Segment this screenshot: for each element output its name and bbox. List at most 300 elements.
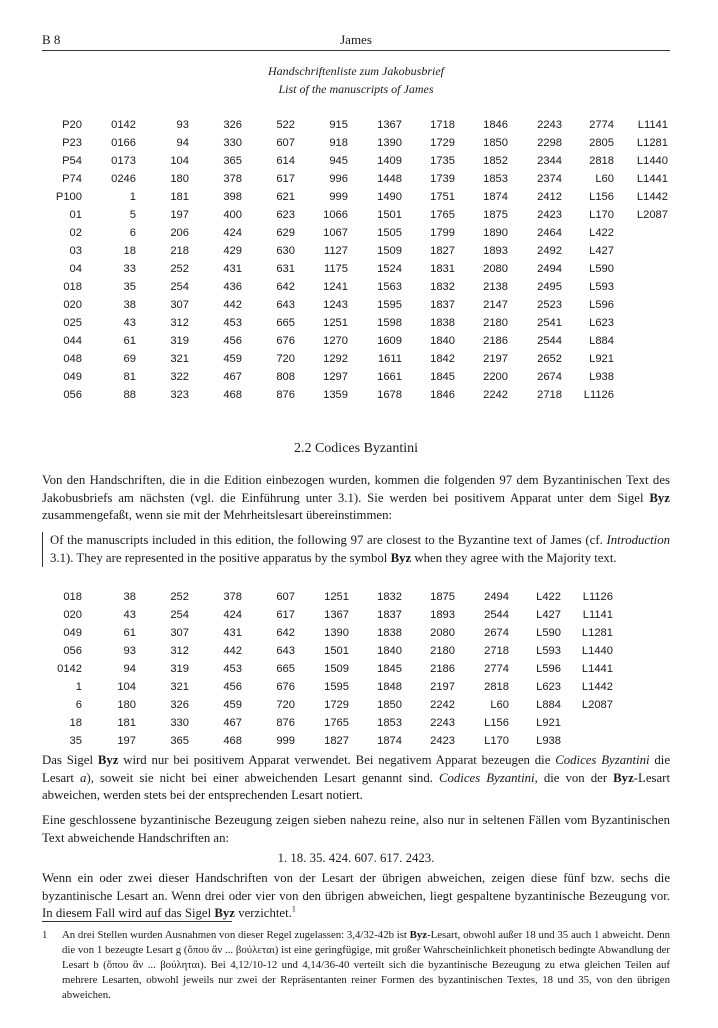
table-cell: 322 [170, 371, 189, 383]
table-row [48, 642, 613, 660]
table-cell [614, 314, 668, 332]
table-cell: 056 [63, 389, 82, 401]
table-cell: 1837 [430, 299, 455, 311]
intro-paragraph-en: Of the manuscripts included in this edition, the following 97 are closest to the Byzantine text of James (cf. Introduction 3.1). They are represented in the positive apparatus by the symbol Byz when they agree with the Majority text. [42, 532, 670, 567]
table-cell: 720 [276, 699, 295, 711]
table-cell: 2494 [537, 263, 562, 275]
table-cell: 1067 [323, 227, 348, 239]
table-cell [614, 242, 668, 260]
table-cell: 18 [123, 245, 136, 257]
table-cell: 1840 [430, 335, 455, 347]
table-cell: 1729 [430, 137, 455, 149]
table-cell: 1598 [377, 317, 402, 329]
table-cell: 522 [276, 119, 295, 131]
table-row [48, 152, 668, 170]
table-cell: 94 [176, 137, 189, 149]
table-cell: 1 [75, 681, 82, 693]
table-cell: 307 [170, 627, 189, 639]
table-cell: 1850 [377, 699, 402, 711]
table-cell: 2718 [484, 645, 509, 657]
table-cell: 1842 [430, 353, 455, 365]
table-cell: 181 [170, 191, 189, 203]
table-cell: 0142 [111, 119, 136, 131]
table-cell: 2718 [537, 389, 562, 401]
table-cell: 1505 [377, 227, 402, 239]
table-row [48, 368, 668, 386]
table-cell: 048 [63, 353, 82, 365]
table-cell: 1837 [377, 609, 402, 621]
table-row [48, 116, 668, 134]
table-cell: 999 [329, 191, 348, 203]
table-cell: 1390 [324, 627, 349, 639]
table-cell: 629 [276, 227, 295, 239]
table-cell: 1832 [430, 281, 455, 293]
table-cell: 88 [123, 389, 136, 401]
table-cell: 459 [223, 353, 242, 365]
table-cell: 1175 [323, 263, 348, 275]
table-cell: 104 [170, 155, 189, 167]
table-cell: 1853 [483, 173, 508, 185]
table-cell: 365 [170, 735, 189, 747]
table-cell: 1595 [377, 299, 402, 311]
table-cell: 020 [63, 609, 82, 621]
table-cell: 018 [63, 591, 82, 603]
table-cell: 2774 [484, 663, 509, 675]
table-cell: 456 [223, 681, 242, 693]
table-cell: 2464 [537, 227, 562, 239]
table-cell [561, 714, 613, 732]
table-cell: 2374 [537, 173, 562, 185]
table-cell: 643 [276, 299, 295, 311]
table-row [48, 714, 613, 732]
table-cell [614, 368, 668, 386]
table-cell: 1251 [324, 591, 349, 603]
table-cell: L590 [589, 263, 614, 275]
table-cell: 2180 [430, 645, 455, 657]
table-cell: 93 [176, 119, 189, 131]
table-cell: L1141 [637, 119, 668, 131]
table-cell [614, 260, 668, 278]
table-cell: 1409 [377, 155, 402, 167]
table-cell: L2087 [581, 699, 613, 711]
table-cell: 0246 [111, 173, 136, 185]
table-cell: L1442 [581, 681, 613, 693]
table-cell [614, 350, 668, 368]
table-cell: 2652 [537, 353, 562, 365]
table-cell: 2674 [537, 371, 562, 383]
table-cell: 607 [276, 591, 295, 603]
table-cell: 326 [170, 699, 189, 711]
table-cell: 2197 [430, 681, 455, 693]
table-cell: 1827 [324, 735, 349, 747]
table-cell: 614 [276, 155, 295, 167]
table-cell: 453 [223, 663, 242, 675]
table-row [48, 314, 668, 332]
table-cell: L1441 [636, 173, 668, 185]
table-row [48, 606, 613, 624]
table-cell [561, 732, 613, 750]
table-cell: L921 [536, 717, 561, 729]
table-row [48, 170, 668, 188]
table-cell: L1441 [581, 663, 613, 675]
table-cell: 2242 [483, 389, 508, 401]
table-cell: 319 [170, 335, 189, 347]
table-cell: L1440 [636, 155, 668, 167]
table-cell: L1440 [581, 645, 613, 657]
table-cell: 467 [223, 371, 242, 383]
table-cell: 1509 [324, 663, 349, 675]
table-cell: 631 [276, 263, 295, 275]
table-cell: 206 [170, 227, 189, 239]
table-cell: 676 [276, 335, 295, 347]
table-cell: 2242 [430, 699, 455, 711]
table-cell: L422 [589, 227, 614, 239]
table-cell: 665 [276, 317, 295, 329]
table-cell: 1850 [483, 137, 508, 149]
table-row [48, 206, 668, 224]
table-cell: 330 [170, 717, 189, 729]
table-cell: 1890 [483, 227, 508, 239]
table-cell: 1595 [324, 681, 349, 693]
table-cell: L623 [536, 681, 561, 693]
table-cell: 915 [329, 119, 348, 131]
table-cell: 2818 [484, 681, 509, 693]
table-cell: L170 [484, 735, 509, 747]
table-cell: L1281 [581, 627, 613, 639]
table-cell: 617 [276, 173, 295, 185]
table-row [48, 242, 668, 260]
table-cell: 1893 [483, 245, 508, 257]
table-row [48, 134, 668, 152]
table-cell: 2197 [483, 353, 508, 365]
table-cell: 1799 [430, 227, 455, 239]
table-cell: 5 [129, 209, 136, 221]
table-row [48, 296, 668, 314]
table-cell: 1845 [377, 663, 402, 675]
table-cell: 2492 [537, 245, 562, 257]
sigel-usage-paragraph: Das Sigel Byz wird nur bei positivem Apparat verwendet. Bei negativem Apparat bezeugen die Codices Byzantini die Lesart a), soweit sie nicht bei einer abweichenden Lesart genannt sind. Codices Byzantini, die von der Byz-Lesart abweichen, werden stets bei der entsprechenden Lesart notiert. [42, 753, 671, 802]
table-cell: L60 [490, 699, 509, 711]
table-cell: 876 [276, 717, 295, 729]
table-cell: 1846 [483, 119, 508, 131]
table-cell: 621 [276, 191, 295, 203]
table-cell: 025 [63, 317, 82, 329]
byzantine-codices-table [48, 588, 613, 750]
table-row [48, 260, 668, 278]
table-cell: 03 [69, 245, 82, 257]
table-cell: 1292 [323, 353, 348, 365]
table-cell: 1563 [377, 281, 402, 293]
table-cell: 1838 [430, 317, 455, 329]
table-cell: 044 [63, 335, 82, 347]
table-cell: 1524 [377, 263, 402, 275]
table-cell: 43 [123, 317, 136, 329]
closed-attestation-paragraph: Eine geschlossene byzantinische Bezeugung zeigen sieben nahezu reine, also nur in seltenen Fällen vom Byzantinischen Text abweichende Handschriften an: [42, 813, 670, 845]
table-cell: 35 [123, 281, 136, 293]
byz-sigel: Byz [390, 550, 412, 565]
table-cell: L1126 [583, 389, 614, 401]
table-row [48, 224, 668, 242]
table-cell: 330 [223, 137, 242, 149]
table-cell: 642 [276, 627, 295, 639]
table-cell: P54 [62, 155, 82, 167]
table-cell: 1840 [377, 645, 402, 657]
table-cell: 2243 [537, 119, 562, 131]
table-cell: 1 [129, 191, 136, 203]
table-cell: 1661 [377, 371, 402, 383]
table-cell: 2544 [484, 609, 509, 621]
byz-sigel: Byz [649, 490, 670, 505]
table-row [48, 660, 613, 678]
table-cell: 180 [170, 173, 189, 185]
table-cell: 453 [223, 317, 242, 329]
table-cell: 1509 [377, 245, 402, 257]
table-cell: 1765 [430, 209, 455, 221]
table-cell: 607 [276, 137, 295, 149]
table-cell: 02 [69, 227, 82, 239]
table-cell: 254 [170, 281, 189, 293]
table-cell: 1367 [324, 609, 349, 621]
table-cell: 307 [170, 299, 189, 311]
table-cell: L1281 [636, 137, 668, 149]
table-cell: 33 [123, 263, 136, 275]
table-cell: 61 [123, 335, 136, 347]
footnote-rule [42, 921, 232, 922]
table-cell: 1875 [483, 209, 508, 221]
table-cell: P23 [62, 137, 82, 149]
table-cell: L593 [589, 281, 614, 293]
intro-paragraph-de: Von den Handschriften, die in die Edition einbezogen wurden, kommen die folgenden 97 dem Byzantinischen Text des Jakobusbriefs am nächsten (vgl. die Einführung unter 3.1). Sie werden bei positivem Apparat unter dem Sigel Byz zusammengefaßt, wenn sie mit der Mehrheitslesart übereinstimmen: [42, 473, 670, 522]
table-cell: L170 [589, 209, 614, 221]
table-row [48, 678, 613, 696]
table-cell: 2423 [537, 209, 562, 221]
table-cell [614, 224, 668, 242]
table-cell: L938 [589, 371, 614, 383]
table-cell: 1845 [430, 371, 455, 383]
table-cell: 321 [170, 353, 189, 365]
table-cell: 35 [69, 735, 82, 747]
table-cell: L590 [536, 627, 561, 639]
table-cell: L156 [484, 717, 509, 729]
table-cell: 945 [329, 155, 348, 167]
manuscript-list-table [48, 116, 668, 404]
table-row [48, 188, 668, 206]
table-cell: 2541 [537, 317, 562, 329]
table-cell: 1848 [377, 681, 402, 693]
table-cell [614, 296, 668, 314]
table-cell: 442 [223, 645, 242, 657]
table-cell: 918 [329, 137, 348, 149]
table-cell: 996 [329, 173, 348, 185]
table-cell: 2494 [484, 591, 509, 603]
table-cell: L2087 [636, 209, 668, 221]
table-cell: L884 [589, 335, 614, 347]
table-cell: 1490 [377, 191, 402, 203]
table-cell: L1141 [582, 609, 613, 621]
table-cell: 630 [276, 245, 295, 257]
table-cell: 1448 [377, 173, 402, 185]
table-row [48, 588, 613, 606]
table-cell: L156 [589, 191, 614, 203]
table-cell: 2138 [483, 281, 508, 293]
table-cell: 2544 [537, 335, 562, 347]
table-cell: 1735 [430, 155, 455, 167]
table-cell: L60 [595, 173, 614, 185]
table-cell: 312 [170, 645, 189, 657]
table-cell: 808 [276, 371, 295, 383]
table-cell: 400 [223, 209, 242, 221]
table-cell: 326 [223, 119, 242, 131]
table-cell: 643 [276, 645, 295, 657]
table-cell [614, 386, 668, 404]
table-cell: P100 [55, 191, 82, 203]
table-cell: 104 [117, 681, 136, 693]
table-cell: 2818 [589, 155, 614, 167]
table-cell: 1874 [377, 735, 402, 747]
table-cell: 61 [123, 627, 136, 639]
table-cell: 999 [276, 735, 295, 747]
table-cell: 1893 [430, 609, 455, 621]
table-cell: 2412 [537, 191, 562, 203]
section-title: 2.2 Codices Byzantini [293, 441, 419, 456]
table-row [48, 350, 668, 368]
table-cell: 1678 [377, 389, 402, 401]
table-cell: 0173 [111, 155, 136, 167]
table-cell: 429 [223, 245, 242, 257]
table-cell: 1359 [323, 389, 348, 401]
table-cell: 2200 [483, 371, 508, 383]
table-cell: 049 [63, 627, 82, 639]
table-cell: L938 [536, 735, 561, 747]
table-cell: 876 [276, 389, 295, 401]
running-title: James [340, 32, 372, 47]
table-cell: 2186 [483, 335, 508, 347]
table-cell [614, 332, 668, 350]
table-cell: 2298 [537, 137, 562, 149]
table-cell: 1729 [324, 699, 349, 711]
table-cell: 43 [123, 609, 136, 621]
table-cell: 424 [223, 609, 242, 621]
table-cell: 2180 [483, 317, 508, 329]
table-cell: 049 [63, 371, 82, 383]
table-cell: 218 [170, 245, 189, 257]
table-cell: 1297 [323, 371, 348, 383]
table-cell: 720 [276, 353, 295, 365]
table-cell: 1853 [377, 717, 402, 729]
table-cell: 2147 [483, 299, 508, 311]
table-cell: 1831 [430, 263, 455, 275]
table-cell: 676 [276, 681, 295, 693]
table-cell: 38 [123, 591, 136, 603]
table-cell: 2495 [537, 281, 562, 293]
table-cell: 1852 [483, 155, 508, 167]
table-cell: 378 [223, 591, 242, 603]
table-cell: 6 [75, 699, 82, 711]
table-cell: 1611 [377, 353, 402, 365]
table-cell: 1241 [323, 281, 348, 293]
table-cell: 468 [223, 389, 242, 401]
table-row [48, 386, 668, 404]
table-cell: 642 [276, 281, 295, 293]
table-cell: L921 [589, 353, 614, 365]
table-cell: 81 [123, 371, 136, 383]
table-cell: L593 [536, 645, 561, 657]
table-cell: 180 [117, 699, 136, 711]
table-cell: 617 [276, 609, 295, 621]
table-cell: 01 [69, 209, 82, 221]
table-cell: 665 [276, 663, 295, 675]
table-cell: 69 [123, 353, 136, 365]
table-cell: 319 [170, 663, 189, 675]
table-cell: 197 [170, 209, 189, 221]
table-cell: 1739 [430, 173, 455, 185]
table-cell: 321 [170, 681, 189, 693]
table-cell: 456 [223, 335, 242, 347]
table-cell: L1126 [582, 591, 613, 603]
table-cell: 2523 [537, 299, 562, 311]
table-cell: 1832 [377, 591, 402, 603]
table-cell: 1846 [430, 389, 455, 401]
table-cell: 94 [123, 663, 136, 675]
table-cell: 2423 [430, 735, 455, 747]
table-cell: 1874 [483, 191, 508, 203]
table-cell: 056 [63, 645, 82, 657]
table-cell: 431 [223, 627, 242, 639]
table-cell: 378 [223, 173, 242, 185]
table-cell: 1270 [323, 335, 348, 347]
table-cell: 6 [129, 227, 136, 239]
table-cell: 1765 [324, 717, 349, 729]
table-cell: L623 [589, 317, 614, 329]
table-cell: 312 [170, 317, 189, 329]
table-cell: P20 [62, 119, 82, 131]
split-attestation-paragraph: Wenn ein oder zwei dieser Handschriften von der Lesart der übrigen abweichen, zeigen diese fünf bzw. sechs die byzantinische Lesart an. Wenn drei oder vier von den übrigen abweichen, liegt gespaltene byzantinische Bezeugung vor. In diesem Fall wird auf das Sigel Byz verzichtet.$^1$ [42, 871, 670, 920]
table-cell: 18 [69, 717, 82, 729]
table-cell: 1751 [430, 191, 455, 203]
table-cell: 018 [63, 281, 82, 293]
table-cell: 2805 [589, 137, 614, 149]
table-cell: 93 [123, 645, 136, 657]
table-cell: 431 [223, 263, 242, 275]
table-cell: 1367 [377, 119, 402, 131]
table-cell: 2080 [483, 263, 508, 275]
table-row [48, 696, 613, 714]
table-cell: 1718 [430, 119, 455, 131]
table-cell: 1838 [377, 627, 402, 639]
table-cell: 1066 [323, 209, 348, 221]
table-row [48, 732, 613, 750]
list-subtitle-en: List of the manuscripts of James [278, 82, 434, 96]
table-cell: 0166 [111, 137, 136, 149]
table-cell: L427 [536, 609, 561, 621]
table-cell: 1609 [377, 335, 402, 347]
table-cell: 38 [123, 299, 136, 311]
table-cell: 424 [223, 227, 242, 239]
table-cell: 252 [170, 263, 189, 275]
table-cell: 365 [223, 155, 242, 167]
table-cell: 436 [223, 281, 242, 293]
pure-manuscripts-list: 1. 18. 35. 424. 607. 617. 2423. [277, 851, 435, 865]
table-cell: 323 [170, 389, 189, 401]
table-cell: 0142 [57, 663, 82, 675]
table-cell: L1442 [636, 191, 668, 203]
table-cell: 1501 [377, 209, 402, 221]
running-header [42, 30, 670, 51]
list-subtitle-de: Handschriftenliste zum Jakobusbrief [268, 64, 444, 78]
footnote-reference: 1 [291, 904, 296, 914]
table-cell: 252 [170, 591, 189, 603]
table-cell: 04 [69, 263, 82, 275]
